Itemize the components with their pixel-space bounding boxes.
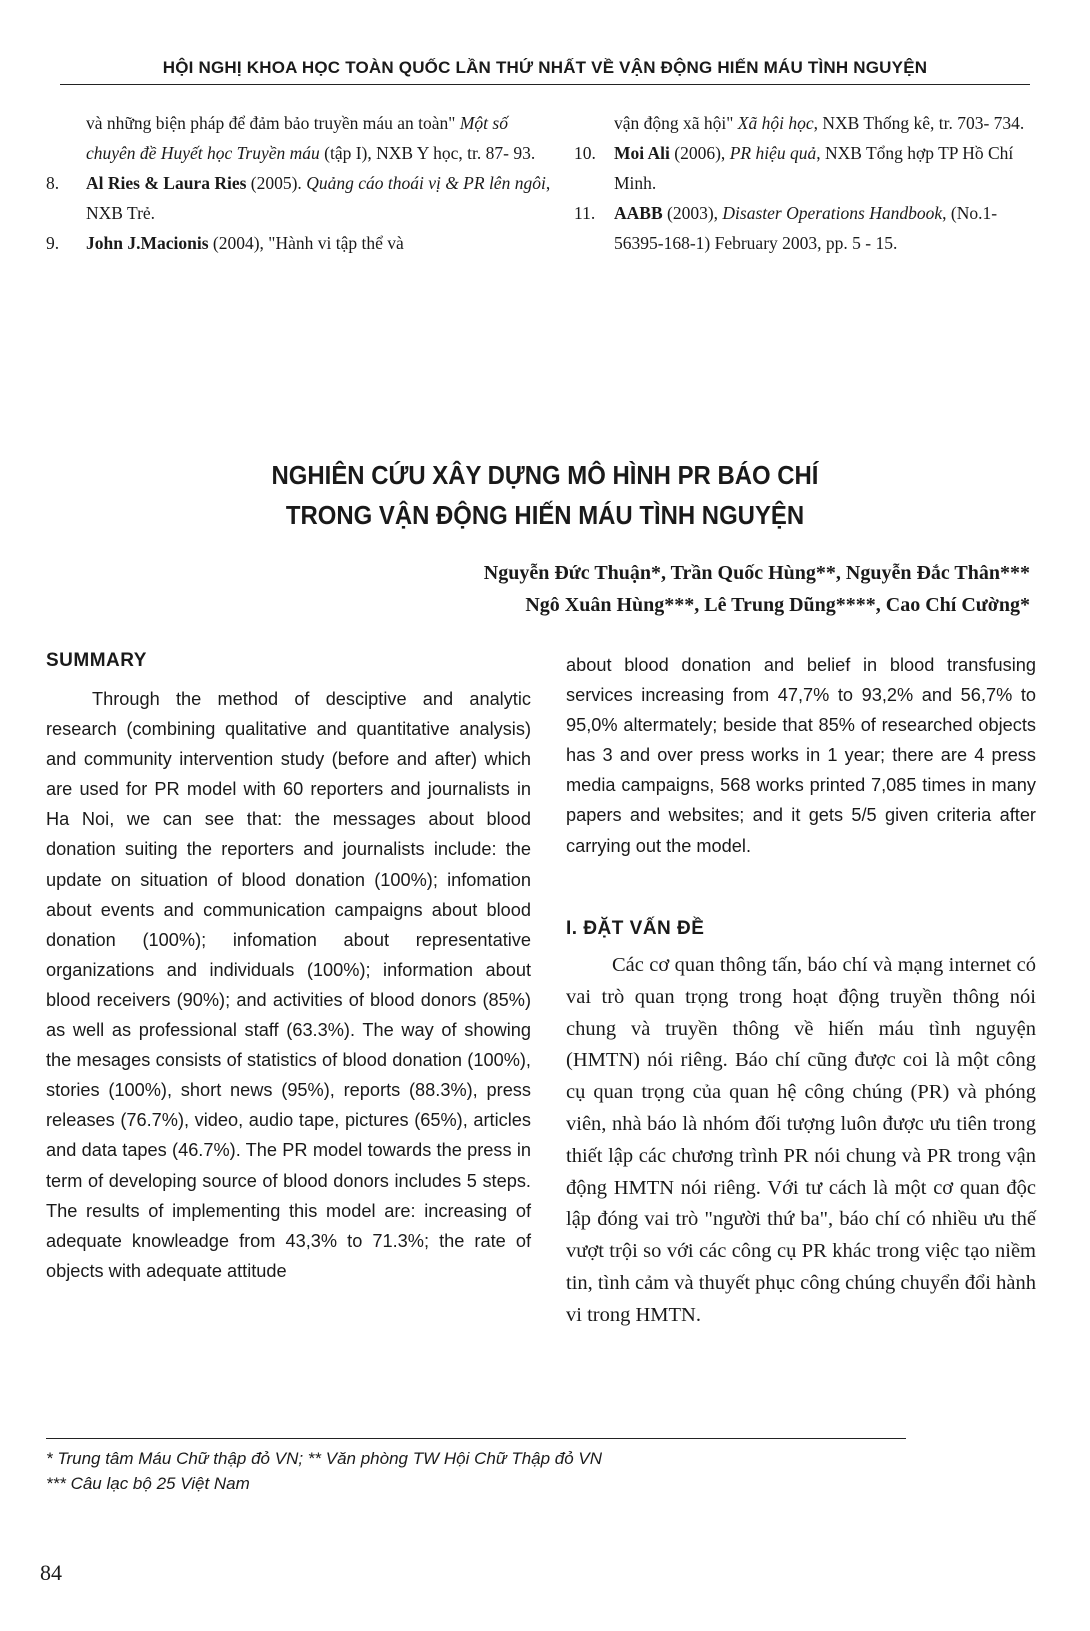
- author-line: Ngô Xuân Hùng***, Lê Trung Dũng****, Cao Chí Cường*: [525, 594, 1030, 616]
- reference-number: 10.: [574, 143, 596, 163]
- reference-text: , NXB Trẻ.: [86, 173, 551, 223]
- reference-text: (2003),: [662, 203, 723, 223]
- article-title-line: TRONG VẬN ĐỘNG HIẾN MÁU TÌNH NGUYỆN: [285, 500, 805, 530]
- reference-work-title: Một số chuyên đề Huyết học Truyền máu: [86, 113, 508, 163]
- references-right-column: [574, 108, 1044, 258]
- reference-author: Moi Ali: [614, 143, 670, 163]
- reference-item: [574, 138, 1044, 198]
- reference-text: và những biện pháp để đảm bảo truyền máu an toàn": [86, 113, 460, 133]
- reference-number: 8.: [46, 173, 60, 193]
- section-heading: I. ĐẶT VẤN ĐỀ: [566, 918, 705, 939]
- reference-text: (2004), "Hành vi tập thể và: [208, 233, 404, 253]
- reference-work-title: Disaster Operations Handbook: [722, 203, 943, 223]
- reference-item: [574, 198, 1044, 258]
- reference-text: vận động xã hội": [614, 113, 738, 133]
- reference-text: (tập I), NXB Y học, tr. 87- 93.: [319, 143, 536, 163]
- reference-author: AABB: [614, 203, 663, 223]
- reference-item: [46, 168, 552, 228]
- reference-work-title: Quảng cáo thoái vị & PR lên ngôi: [306, 173, 546, 193]
- page-number: 84: [40, 1560, 62, 1585]
- article-title: [44, 455, 1047, 535]
- section-body: Các cơ quan thông tấn, báo chí và mạng internet có vai trò quan trọng trong hoạt động truyền thông nói chung và truyền thông về hiến máu tình nguyện (HMTN) nói riêng. Báo chí cũng được coi là một công cụ quan trọng của quan hệ công chúng (PR) và phóng viên, nhà báo là nhóm đối tượng luôn được ưu tiên trong thiết lập các chương trình PR nói chung và PR trong vận động HMTN nói riêng. Với tư cách là một cơ quan độc lập đóng vai trò "người thứ ba", báo chí có nhiều ưu thế vượt trội so với các công cụ PR khác trong việc tạo niềm tin, tình cảm và thuyết phục công chúng chuyển đổi hành vi trong HMTN.: [566, 954, 1036, 1326]
- reference-text: , (No.1-56395-168-1) February 2003, pp. 5 - 15.: [614, 203, 998, 253]
- summary-text-left: Through the method of desciptive and analytic research (combining qualitative and quantitative analysis) and community intervention study (before and after) which are used for PR model with 60 reporters and journalists in Ha Noi, we can see that: the messages about blood donation suiting the reporters and journalists include: the update on situation of blood donation (100%); infomation about events and communication campaigns about blood donation (100%); infomation about representative organizations and individuals (100%); information about blood receivers (90%); and activities of blood donors (85%) as well as professional staff (63.3%). The way of showing the mesages consists of statistics of blood donation (100%), stories (100%), short news (95%), reports (88.3%), press releases (76.7%), video, audio tape, pictures (65%), articles and data tapes (46.7%). The PR model towards the press in term of developing source of blood donors includes 5 steps. The results of implementing this model are: increasing of adequate knowleadge from 43,3% to 71.3%; the rate of objects with adequate attitude: [46, 689, 531, 1281]
- reference-author: Al Ries & Laura Ries: [86, 173, 247, 193]
- reference-work-title: Xã hội học: [737, 113, 814, 133]
- reference-text: (2005).: [246, 173, 307, 193]
- footnotes: [46, 1446, 946, 1496]
- summary-text-right: about blood donation and belief in blood transfusing services increasing from 47,7% to 93,2% and 56,7% to 95,0% altermately; beside that 85% of researched objects has 3 and over press works in 1 year; there are 4 press media campaigns, 568 works printed 7,085 times in many papers and websites; and it gets 5/5 given criteria after carrying out the model.: [566, 655, 1036, 856]
- summary-heading: SUMMARY: [46, 650, 147, 671]
- reference-item: [46, 228, 552, 258]
- reference-item: [46, 108, 552, 168]
- footnote: *** Câu lạc bộ 25 Việt Nam: [46, 1474, 250, 1493]
- reference-author: John J.Macionis: [86, 233, 209, 253]
- footnote: * Trung tâm Máu Chữ thập đỏ VN; ** Văn phòng TW Hội Chữ Thập đỏ VN: [46, 1449, 603, 1468]
- author-line: Nguyễn Đức Thuận*, Trần Quốc Hùng**, Nguyễn Đắc Thân***: [483, 562, 1030, 584]
- reference-number: 9.: [46, 233, 60, 253]
- reference-text: (2006),: [669, 143, 730, 163]
- reference-item: [574, 108, 1044, 138]
- header-rule: [60, 84, 1030, 85]
- footnote-rule: [46, 1438, 906, 1439]
- author-list: [270, 557, 1030, 621]
- references-left-column: [46, 108, 552, 258]
- reference-work-title: PR hiệu quả: [729, 143, 817, 163]
- article-title-line: NGHIÊN CỨU XÂY DỰNG MÔ HÌNH PR BÁO CHÍ: [271, 460, 819, 490]
- reference-number: 11.: [574, 203, 596, 223]
- reference-text: , NXB Tổng hợp TP Hồ Chí Minh.: [614, 143, 1014, 193]
- reference-text: , NXB Thống kê, tr. 703- 734.: [813, 113, 1025, 133]
- running-header: HỘI NGHỊ KHOA HỌC TOÀN QUỐC LẦN THỨ NHẤT VỀ VẬN ĐỘNG HIẾN MÁU TÌNH NGUYỆN: [162, 58, 928, 77]
